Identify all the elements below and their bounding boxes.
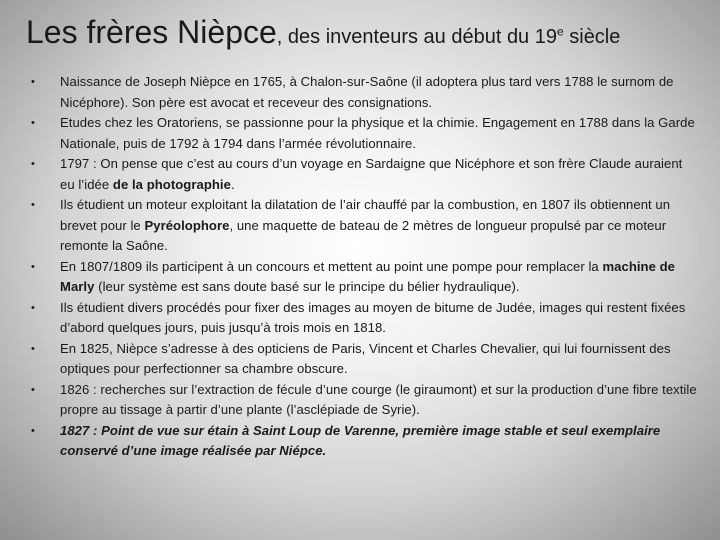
bullet-dot-icon: • xyxy=(31,424,35,437)
bullet-dot-icon: • xyxy=(31,199,35,211)
bullet-bold-text: Pyréolophore xyxy=(144,217,230,233)
bullet-text-end: , une maquette de bateau de 2 mètres de longueur propulsé par ce moteur remonte la Saône. xyxy=(60,217,667,253)
slide-title xyxy=(26,14,620,51)
bullet-text: En 1825, Nièpce s’adresse à des opticiens de Paris, Vincent et Charles Chevalier, qui lui fournissent des optiques pour perfectionner sa chambre obscure. xyxy=(60,340,671,376)
bullet-dot-icon: • xyxy=(31,342,35,355)
title-subtitle xyxy=(277,26,621,48)
bullet-item-1 xyxy=(31,72,700,113)
bullet-text-end: . xyxy=(230,176,235,192)
bullet-text: 1826 : recherches sur l’extraction de fécule d’une courge (le giraumont) et sur la production d’une fibre textile propre au tissage à partir d’une plante (l’asclépiade de Syrie). xyxy=(60,381,697,417)
bullet-item-6 xyxy=(31,298,700,339)
title-main: Les frères Nièpce xyxy=(26,14,277,50)
bullet-item-7 xyxy=(31,339,700,380)
bullet-item-5 xyxy=(31,257,700,298)
bullet-bold-text: machine de Marly xyxy=(60,258,676,294)
bullet-bold-italic-text: 1827 : Point de vue sur étain à Saint Loup de Varenne, première image stable et seul exemplaire conservé d’une image réalisée par Niépce. xyxy=(60,422,661,458)
bullet-item-3 xyxy=(31,154,700,195)
bullet-dot-icon: • xyxy=(31,117,35,129)
bullet-text: Ils étudient un moteur exploitant la dilatation de l’air chauffé par la combustion, en 1807 ils obtiennent un brevet pour le xyxy=(60,197,671,233)
bullet-item-2 xyxy=(31,113,700,154)
bullet-item-9 xyxy=(31,421,700,462)
bullet-dot-icon: • xyxy=(31,301,35,314)
bullet-text: 1797 : On pense que c’est au cours d’un voyage en Sardaigne que Nicéphore et son frère Claude auraient eu l’idée xyxy=(60,156,683,192)
bullet-dot-icon: • xyxy=(31,76,35,88)
bullet-text: Ils étudient divers procédés pour fixer des images au moyen de bitume de Judée, images qui restent fixées d’abord quelques jours, puis jusqu’à trois mois en 1818. xyxy=(60,299,686,335)
bullet-dot-icon: • xyxy=(31,383,35,396)
bullet-dot-icon: • xyxy=(31,260,35,273)
bullet-item-4 xyxy=(31,195,700,257)
bullet-item-8 xyxy=(31,380,700,421)
bullet-text-end: (leur système est sans doute basé sur le principe du bélier hydraulique). xyxy=(94,279,520,294)
bullet-dot-icon: • xyxy=(31,158,35,170)
bullet-text: Naissance de Joseph Nièpce en 1765, à Chalon-sur-Saône (il adoptera plus tard vers 1788 le surnom de Nicéphore). Son père est avocat et receveur des consignations. xyxy=(60,74,674,110)
title-sub-suffix: siècle xyxy=(563,26,621,48)
title-sub-prefix: , des inventeurs au début du 19 xyxy=(276,26,557,48)
bullet-text: Etudes chez les Oratoriens, se passionne pour la physique et la chimie. Engagement en 1788 dans la Garde Nationale, puis de 1792 à 1794 dans l’armée révolutionnaire. xyxy=(60,115,695,151)
bullet-bold-text: de la photographie xyxy=(112,176,231,192)
bullet-list xyxy=(31,72,700,462)
title-superscript: e xyxy=(557,24,564,39)
bullet-text: En 1807/1809 ils participent à un concours et mettent au point une pompe pour remplacer la xyxy=(60,258,603,274)
